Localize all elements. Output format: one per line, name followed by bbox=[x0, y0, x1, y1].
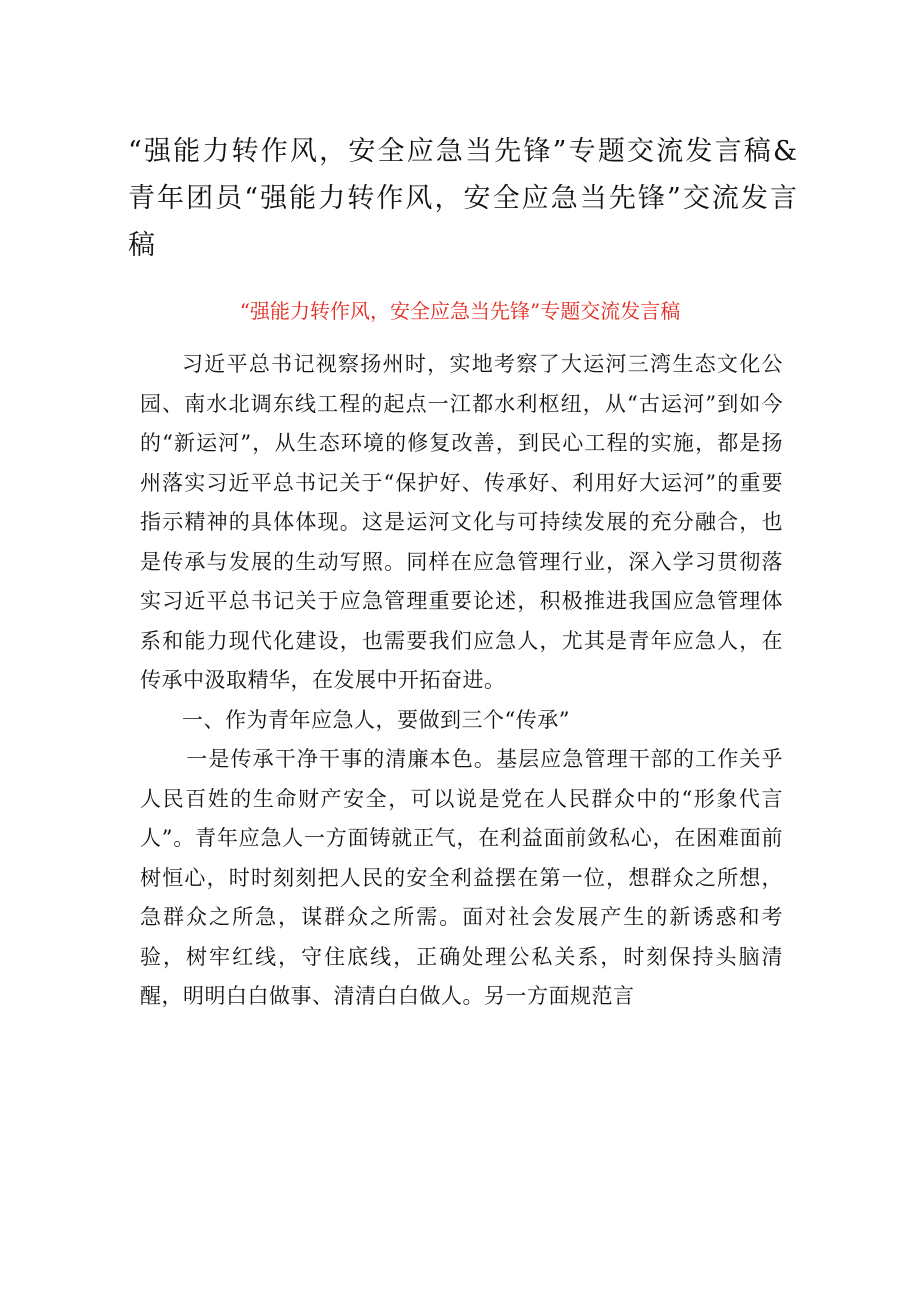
document-title: “强能力转作风，安全应急当先锋”专题交流发言稿&青年团员“强能力转作风，安全应急当先锋”交流发言稿 bbox=[128, 136, 798, 261]
point-one-paragraph: 一是传承干净干事的清廉本色。基层应急管理干部的工作关乎人民百姓的生命财产安全，可以说是党在人民群众中的“形象代言人”。青年应急人一方面铸就正气，在利益面前敛私心，在困难面前树恒心，时时刻刻把人民的安全利益摆在第一位，想群众之所想，急群众之所急，谋群众之所需。面对社会发展产生的新诱惑和考验，树牢红线，守住底线，正确处理公私关系，时刻保持头脑清醒，明明白白做事、清清白白做人。另一方面规范言 bbox=[140, 747, 783, 1008]
intro-paragraph: 习近平总书记视察扬州时，实地考察了大运河三湾生态文化公园、南水北调东线工程的起点一江都水利枢纽，从“古运河”到如今的“新运河”，从生态环境的修复改善，到民心工程的实施，都是扬州落实习近平总书记关于“保护好、传承好、利用好大运河”的重要指示精神的具体体现。这是运河文化与可持续发展的充分融合，也是传承与发展的生动写照。同样在应急管理行业，深入学习贯彻落实习近平总书记关于应急管理重要论述，积极推进我国应急管理体系和能力现代化建设，也需要我们应急人，尤其是青年应急人，在传承中汲取精华，在发展中开拓奋进。 bbox=[140, 352, 783, 692]
section-heading: “强能力转作风，安全应急当先锋”专题交流发言稿 bbox=[239, 299, 681, 323]
document-body bbox=[140, 345, 783, 1017]
subheading-paragraph: 一、作为青年应急人，要做到三个“传承” bbox=[182, 707, 570, 732]
